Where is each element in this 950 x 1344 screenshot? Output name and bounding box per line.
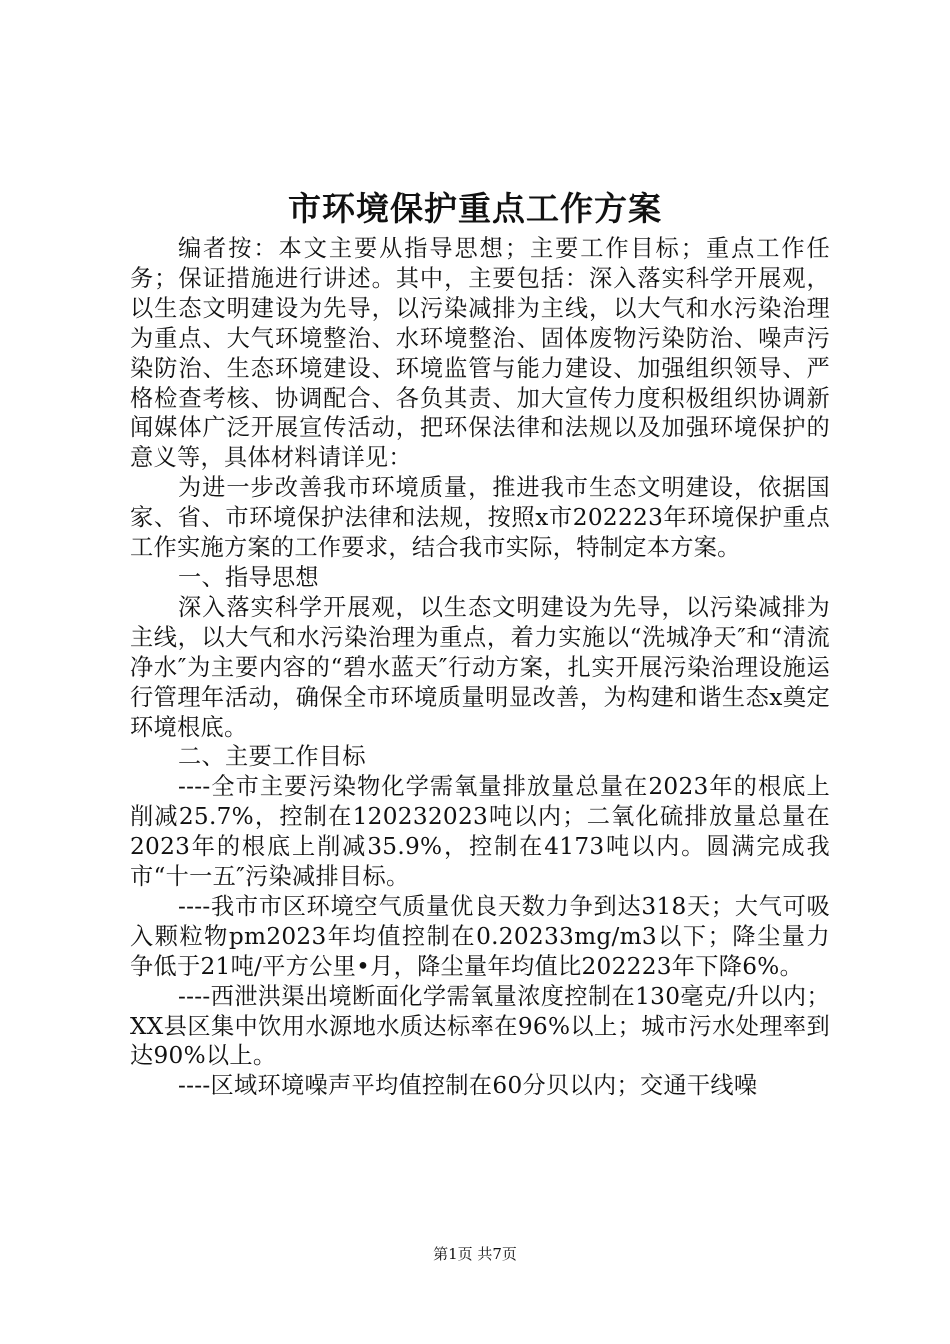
document-title: 市环境保护重点工作方案	[288, 189, 662, 228]
document-body	[130, 234, 830, 1101]
guiding-ideology-paragraph: 深入落实科学开展观，以生态文明建设为先导，以污染减排为主线，以大气和水污染治理为重点，着力实施以“洗城净天″和“清流净水″为主要内容的“碧水蓝天″行动方案，扎实开展污染治理设施运行管理年活动，确保全市环境质量明显改善，为构建和谐生态x奠定环境根底。	[130, 593, 830, 741]
editor-note-paragraph: 编者按：本文主要从指导思想；主要工作目标；重点工作任务；保证措施进行讲述。其中，主要包括：深入落实科学开展观，以生态文明建设为先导，以污染减排为主线，以大气和水污染治理为重点、大气环境整治、水环境整治、固体废物污染防治、噪声污染防治、生态环境建设、环境监管与能力建设、加强组织领导、严格检查考核、协调配合、各负其责、加大宣传力度积极组织协调新闻媒体广泛开展宣传活动，把环保法律和法规以及加强环境保护的意义等，具体材料请详见：	[130, 235, 830, 472]
section-heading-guiding-ideology: 一、指导思想	[178, 563, 319, 591]
goal-pollutant-reduction-paragraph: ----全市主要污染物化学需氧量排放量总量在2023年的根底上削减25.7%，控制在120232023吨以内；二氧化硫排放量总量在2023年的根底上削减35.9%，控制在4173吨以内。圆满完成我市“十一五″污染减排目标。	[130, 773, 830, 891]
goal-air-quality-paragraph: ----我市市区环境空气质量优良天数力争到达318天；大气可吸入颗粒物pm2023年均值控制在0.20233mg/m3以下；降尘量力争低于21吨/平方公里•月，降尘量年均值比202223年下降6%。	[130, 892, 830, 980]
page-number-footer: 第1页 共7页	[433, 1245, 517, 1263]
goal-water-quality-paragraph: ----西泄洪渠出境断面化学需氧量浓度控制在130毫克/升以内；XX县区集中饮用水源地水质达标率在96%以上；城市污水处理率到达90%以上。	[130, 982, 830, 1070]
goal-noise-paragraph: ----区域环境噪声平均值控制在60分贝以内；交通干线噪	[178, 1072, 758, 1100]
section-heading-main-goals: 二、主要工作目标	[178, 743, 366, 771]
intro-paragraph: 为进一步改善我市环境质量，推进我市生态文明建设，依据国家、省、市环境保护法律和法规，按照x市202223年环境保护重点工作实施方案的工作要求，结合我市实际，特制定本方案。	[130, 474, 830, 562]
